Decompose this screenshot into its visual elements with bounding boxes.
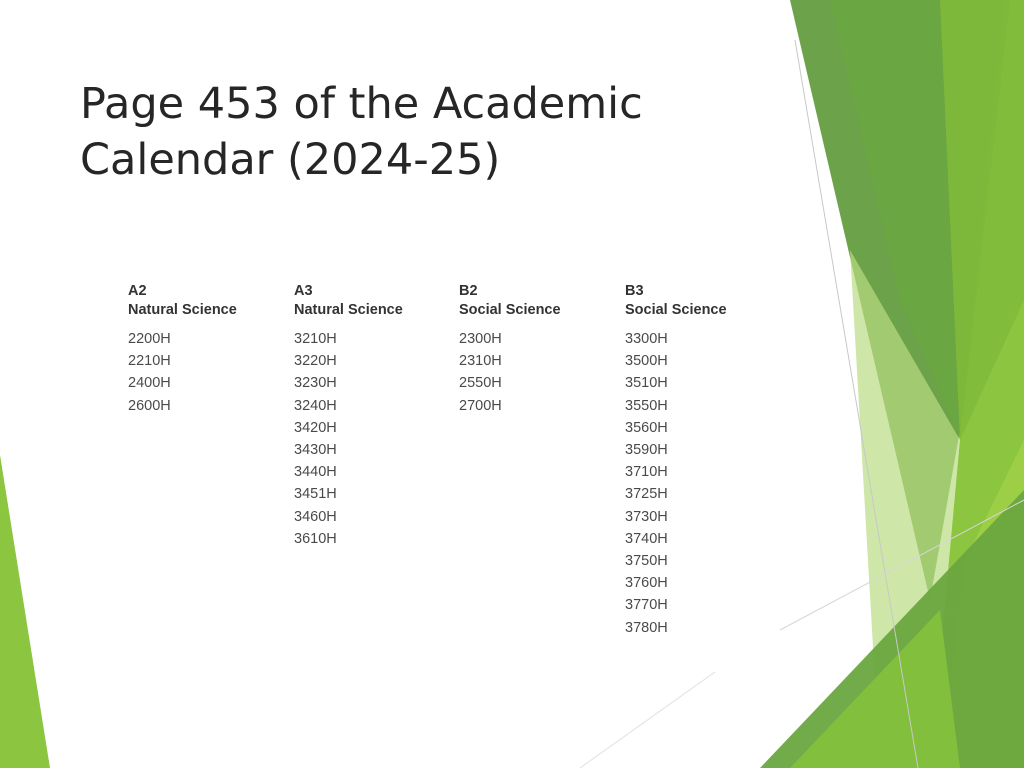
course-column-a3 bbox=[294, 282, 454, 550]
column-code: B2 bbox=[459, 283, 478, 299]
course-item: 3451H bbox=[294, 486, 337, 503]
course-item: 3770H bbox=[625, 597, 668, 614]
course-item: 3300H bbox=[625, 331, 668, 347]
column-code: B3 bbox=[625, 283, 644, 299]
course-item: 3440H bbox=[294, 464, 337, 481]
course-item: 3760H bbox=[625, 575, 668, 592]
course-item: 2700H bbox=[459, 397, 502, 414]
course-item: 2550H bbox=[459, 375, 502, 392]
course-item: 3240H bbox=[294, 397, 337, 414]
course-column-b2 bbox=[459, 282, 619, 417]
course-item: 3710H bbox=[625, 464, 668, 481]
course-item: 3500H bbox=[625, 353, 668, 370]
course-item: 3550H bbox=[625, 397, 668, 414]
page-title bbox=[80, 76, 720, 188]
column-code: A2 bbox=[128, 283, 147, 299]
course-item: 3210H bbox=[294, 331, 337, 347]
course-item: 3740H bbox=[625, 530, 668, 547]
course-list bbox=[294, 328, 454, 550]
title-line-2: Calendar (2024-25) bbox=[80, 135, 501, 185]
course-item: 2600H bbox=[128, 397, 171, 414]
course-item: 2210H bbox=[128, 353, 171, 370]
course-item: 3220H bbox=[294, 353, 337, 370]
course-item: 2310H bbox=[459, 353, 502, 370]
course-item: 2400H bbox=[128, 375, 171, 392]
course-item: 3560H bbox=[625, 419, 668, 436]
course-list bbox=[128, 328, 288, 417]
column-code: A3 bbox=[294, 283, 313, 299]
title-line-1: Page 453 of the Academic bbox=[80, 79, 643, 129]
course-item: 2300H bbox=[459, 331, 502, 347]
course-item: 3510H bbox=[625, 375, 668, 392]
course-item: 3610H bbox=[294, 530, 337, 547]
course-item: 3430H bbox=[294, 442, 337, 459]
course-item: 3230H bbox=[294, 375, 337, 392]
course-column-a2 bbox=[128, 282, 288, 417]
course-item: 3590H bbox=[625, 442, 668, 459]
course-list bbox=[459, 328, 619, 417]
course-item: 2200H bbox=[128, 331, 171, 347]
column-subject: Social Science bbox=[459, 302, 561, 318]
course-item: 3420H bbox=[294, 419, 337, 436]
course-column-b3 bbox=[625, 282, 785, 639]
column-subject: Natural Science bbox=[294, 302, 403, 318]
course-item: 3750H bbox=[625, 553, 668, 570]
column-subject: Natural Science bbox=[128, 302, 237, 318]
course-item: 3725H bbox=[625, 486, 668, 503]
column-subject: Social Science bbox=[625, 302, 727, 318]
course-list bbox=[625, 328, 785, 639]
course-item: 3730H bbox=[625, 508, 668, 525]
course-item: 3780H bbox=[625, 619, 668, 636]
course-item: 3460H bbox=[294, 508, 337, 525]
